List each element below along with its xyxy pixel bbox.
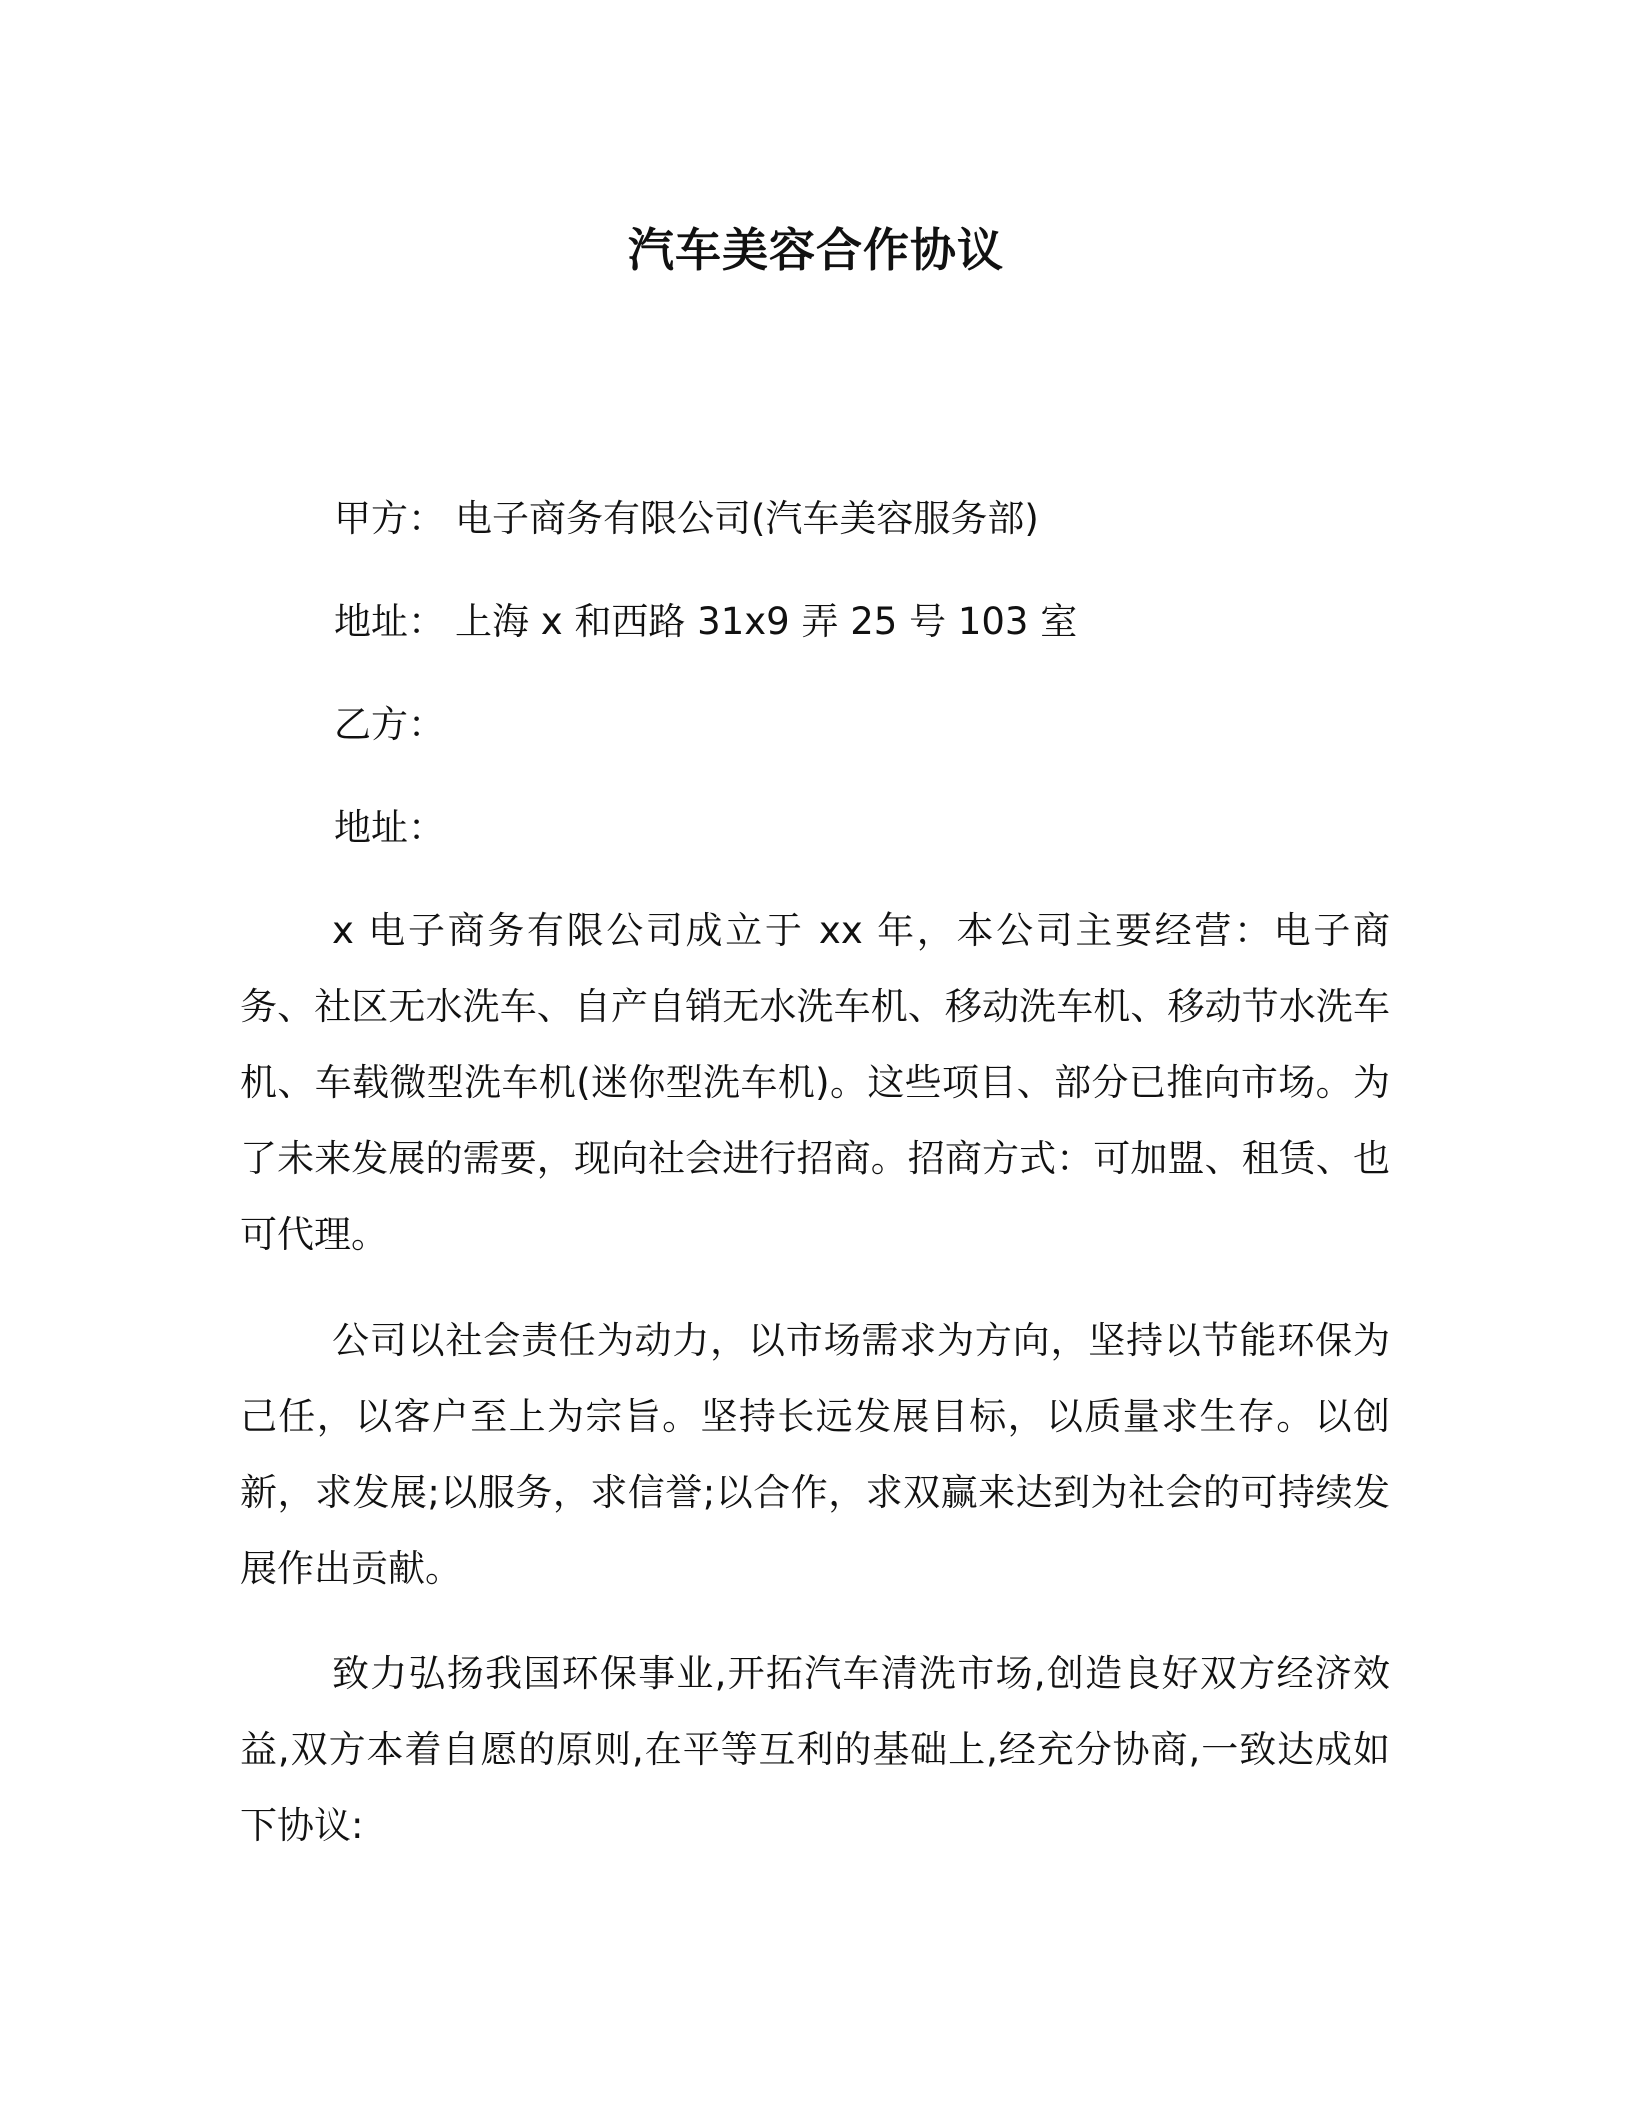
party-a-address-line [334,598,1077,646]
party-a-line [334,495,1039,543]
party-a-label: 甲方： [334,497,445,540]
document-title: 汽车美容合作协议 [628,223,1004,277]
party-a-value: 电子商务有限公司(汽车美容服务部) [455,497,1039,540]
paragraph-company-intro: x 电子商务有限公司成立于 xx 年，本公司主要经营：电子商务、社区无水洗车、自产自销无水洗车机、移动洗车机、移动节水洗车机、车载微型洗车机(迷你型洗车机)。这些项目、部分已推向市场。为了未来发展的需要，现向社会进行招商。招商方式：可加盟、租赁、也可代理。 [240,909,1390,1256]
party-b-address-label: 地址： [334,806,445,849]
party-a-address-label: 地址： [334,600,445,643]
party-b-address-line [334,804,455,852]
party-b-label: 乙方： [334,703,445,746]
paragraph-agreement-intro: 致力弘扬我国环保事业,开拓汽车清洗市场,创造良好双方经济效益,双方本着自愿的原则,在平等互利的基础上,经充分协商,一致达成如下协议: [240,1652,1390,1847]
paragraph-company-mission: 公司以社会责任为动力，以市场需求为方向，坚持以节能环保为己任，以客户至上为宗旨。坚持长远发展目标，以质量求生存。以创新，求发展;以服务，求信誉;以合作，求双赢来达到为社会的可持续发展作出贡献。 [240,1319,1390,1590]
party-b-line [334,701,455,749]
party-a-address-value: 上海 x 和西路 31x9 弄 25 号 103 室 [455,600,1078,643]
